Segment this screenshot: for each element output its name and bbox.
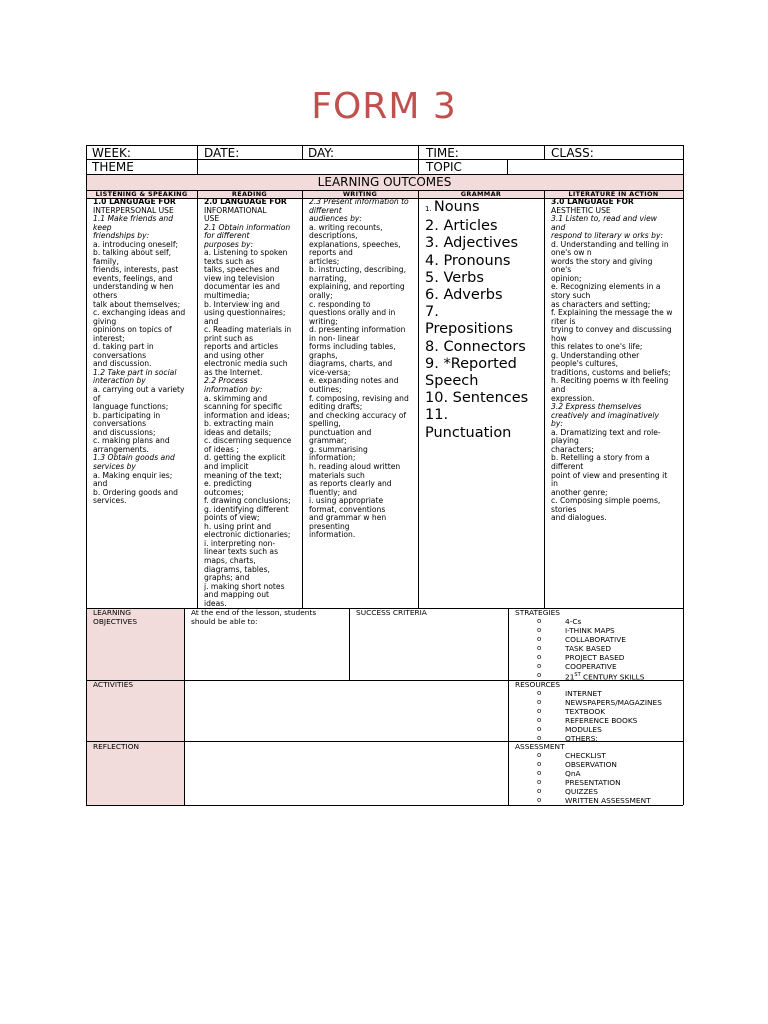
bullet-icon: o <box>537 707 542 715</box>
grammar-item: 10. Sentences <box>425 390 529 407</box>
outcome-line: fluently; and <box>309 487 357 497</box>
outcome-line: presenting <box>309 521 350 531</box>
outcome-line: g. summarising <box>309 444 368 454</box>
outcome-line: 3.0 LANGUAGE FOR <box>551 197 634 206</box>
outcome-line: conversations <box>93 419 147 429</box>
outcome-line: g. Understanding other <box>551 350 640 360</box>
strategies-label: STRATEGIES <box>515 608 560 617</box>
topic-label: TOPIC <box>426 160 462 174</box>
outcome-line: editing drafts; <box>309 402 363 412</box>
grid-line <box>197 159 198 174</box>
grid-line <box>544 145 545 159</box>
outcome-line: documentar ies and <box>204 282 280 292</box>
outcome-line: g. identifying different <box>204 504 289 514</box>
outcome-line: 3.1 Listen to, read and view <box>551 214 657 224</box>
outcome-line: INTERPERSONAL USE <box>93 205 174 215</box>
outcome-line: reports and <box>309 248 353 258</box>
grid-line <box>86 159 683 160</box>
bullet-icon: o <box>537 734 542 742</box>
grid-line <box>86 190 683 191</box>
bullet-icon: o <box>537 644 542 652</box>
outcome-line: 2.2 Process <box>204 376 248 386</box>
outcome-line: print such as <box>204 333 254 343</box>
outcome-line: 3.2 Express themselves <box>551 402 642 412</box>
outcome-line: for different <box>204 231 250 241</box>
outcome-line: and mapping out <box>204 590 269 600</box>
objectives-text-2: should be able to: <box>191 617 258 626</box>
outcome-line: d. presenting information <box>309 325 406 335</box>
outcome-line: people's cultures, <box>551 359 619 369</box>
outcome-line: c. Reading materials in <box>204 325 292 335</box>
grid-line <box>86 608 683 609</box>
outcome-line: electronic dictionaries; <box>204 530 291 540</box>
outcome-line: words the story and giving <box>551 256 653 266</box>
strategy-item: o COLLABORATIVE <box>537 635 626 644</box>
outcome-line: h. using print and <box>204 521 272 531</box>
grid-line <box>86 805 683 806</box>
resource-item: o NEWSPAPERS/MAGAZINES <box>537 698 662 707</box>
outcome-line: b. Ordering goods and <box>93 487 178 497</box>
outcome-line: materials such <box>309 470 365 480</box>
outcome-line: as the Internet. <box>204 367 263 377</box>
outcome-line: d. Understanding and telling in <box>551 239 669 249</box>
outcome-line: a. Making enquir ies; <box>93 470 173 480</box>
learning-outcomes-title: LEARNING OUTCOMES <box>317 175 452 189</box>
outcome-line: in non- linear <box>309 333 360 343</box>
outcome-line: 1.0 LANGUAGE FOR <box>93 197 176 206</box>
outcome-line: keep <box>93 222 112 232</box>
outcome-line: outlines; <box>309 385 342 395</box>
outcome-line: and <box>551 222 566 232</box>
grid-line <box>184 608 185 805</box>
column-header-reading: READING <box>231 190 268 198</box>
grid-line <box>302 190 303 608</box>
literature-outcomes <box>551 198 672 523</box>
outcome-line: information; <box>309 453 356 463</box>
assessment-label: ASSESSMENT <box>515 742 565 751</box>
bullet-icon: o <box>537 671 542 679</box>
outcome-line: points of view; <box>204 513 260 523</box>
outcome-line: services. <box>93 496 127 506</box>
resource-item: o OTHERS: <box>537 734 598 743</box>
strategies-list <box>537 617 644 681</box>
writing-outcomes <box>309 198 409 540</box>
outcome-line: questions orally and in <box>309 308 396 318</box>
grammar-item: 7. <box>425 304 439 321</box>
reflection-label: REFLECTION <box>93 742 140 751</box>
grammar-item: 9. *Reported <box>425 355 517 372</box>
resources-label: RESOURCES <box>515 680 561 689</box>
outcome-line: b. Retelling a story from a <box>551 453 650 463</box>
outcome-line: one's <box>551 265 572 275</box>
grid-line <box>508 608 509 805</box>
outcome-line: different <box>551 461 584 471</box>
outcome-line: a. skimming and <box>204 393 268 403</box>
outcome-line: information and ideas; <box>204 410 290 420</box>
outcome-line: vice-versa; <box>309 367 351 377</box>
outcome-line: talk about themselves; <box>93 299 181 309</box>
outcome-line: stories <box>551 504 577 514</box>
resource-item: o REFERENCE BOOKS <box>537 716 638 725</box>
outcome-line: forms including tables, <box>309 342 396 352</box>
outcome-line: b. instructing, describing, <box>309 265 406 275</box>
outcome-line: a. Dramatizing text and role- <box>551 427 661 437</box>
outcome-line: interest; <box>93 333 125 343</box>
grammar-item: 3. Adjectives <box>425 235 519 252</box>
grid-line <box>86 680 683 681</box>
objectives-label-1: LEARNING <box>93 608 131 617</box>
bullet-icon: o <box>537 769 542 777</box>
outcome-line: graphs; and <box>204 573 250 583</box>
outcome-line: b. Interview ing and <box>204 299 280 309</box>
outcome-line: view ing television <box>204 273 275 283</box>
outcome-line: format, conventions <box>309 504 386 514</box>
outcome-line: different <box>309 205 342 215</box>
outcome-line: conversations <box>93 350 147 360</box>
grid-line <box>544 190 545 608</box>
outcome-line: 2.0 LANGUAGE FOR <box>204 197 287 206</box>
outcome-line: texts such as <box>204 256 255 266</box>
outcome-line: f. drawing conclusions; <box>204 496 291 506</box>
outcome-line: ideas and details; <box>204 427 272 437</box>
outcome-line: reports and articles <box>204 342 279 352</box>
outcome-line: linear texts such as <box>204 547 279 557</box>
assessment-item: o WRITTEN ASSESSMENT <box>537 796 651 805</box>
strategy-item: o 21ST CENTURY SKILLS <box>537 671 645 682</box>
outcome-line: and discussions; <box>93 427 156 437</box>
bullet-icon: o <box>537 617 542 625</box>
outcome-line: as reports clearly and <box>309 479 392 489</box>
bullet-icon: o <box>537 751 542 759</box>
outcome-line: creatively and imaginatively <box>551 410 660 420</box>
listening-speaking-outcomes <box>93 198 185 506</box>
outcome-line: diagrams, tables, <box>204 564 270 574</box>
outcome-line: talks, speeches and <box>204 265 280 275</box>
activities-label: ACTIVITIES <box>93 680 134 689</box>
outcome-line: c. discerning sequence <box>204 436 292 446</box>
outcome-line: descriptions, <box>309 231 358 241</box>
grammar-item: 1. Nouns <box>425 199 480 215</box>
week-label: WEEK: <box>92 146 131 160</box>
grid-line <box>302 145 303 159</box>
page-title: FORM 3 <box>311 86 457 127</box>
date-label: DATE: <box>204 146 240 160</box>
outcome-line: understanding w hen <box>93 282 174 292</box>
outcome-line: 1.1 Make friends and <box>93 214 174 224</box>
outcome-line: and checking accuracy of <box>309 410 407 420</box>
outcome-line: j. making short notes <box>204 581 285 591</box>
strategy-item: o I-THINK MAPS <box>537 626 615 635</box>
strategy-item: o COOPERATIVE <box>537 662 617 671</box>
grid-line <box>86 741 683 742</box>
outcome-line: as characters and setting; <box>551 299 651 309</box>
resource-item: o INTERNET <box>537 689 602 698</box>
outcome-line: ideas. <box>204 598 227 608</box>
bullet-icon: o <box>537 796 542 804</box>
outcome-line: this relates to one's life; <box>551 342 643 352</box>
outcome-line: and implicit <box>204 461 249 471</box>
outcome-line: punctuation and <box>309 427 372 437</box>
outcome-line: meaning of the text; <box>204 470 282 480</box>
outcome-line: outcomes; <box>204 487 244 497</box>
outcome-line: giving <box>93 316 117 326</box>
outcome-line: one's ow n <box>551 248 592 258</box>
outcome-line: maps, charts, <box>204 555 256 565</box>
grammar-item: Punctuation <box>425 424 512 441</box>
outcome-line: others <box>93 291 118 301</box>
outcome-line: e. expanding notes and <box>309 376 399 386</box>
strategy-item: o 4-Cs <box>537 617 582 626</box>
grammar-item: Speech <box>425 373 479 390</box>
outcome-line: h. Reciting poems w ith feeling <box>551 376 669 386</box>
strategy-item: o TASK BASED <box>537 644 612 653</box>
bullet-icon: o <box>537 787 542 795</box>
outcome-line: another genre; <box>551 487 608 497</box>
outcome-line: e. Recognizing elements in a <box>551 282 661 292</box>
outcome-line: interaction by <box>93 376 146 386</box>
success-criteria-label: SUCCESS CRITERIA <box>356 608 427 617</box>
outcome-line: e. predicting <box>204 479 252 489</box>
reading-outcomes <box>204 198 291 608</box>
outcome-line: and dialogues. <box>551 513 607 523</box>
outcome-line: d. taking part in <box>93 342 154 352</box>
outcome-line: how <box>551 333 567 343</box>
outcome-line: f. Explaining the message the w <box>551 308 673 318</box>
grid-line <box>86 174 683 175</box>
outcome-line: a. carrying out a variety <box>93 385 185 395</box>
outcome-line: arrangements. <box>93 444 149 454</box>
bullet-icon: o <box>537 725 542 733</box>
outcome-line: c. Composing simple poems, <box>551 496 661 506</box>
outcome-line: trying to convey and discussing <box>551 325 672 335</box>
grid-line <box>418 145 419 174</box>
outcome-line: AESTHETIC USE <box>551 205 611 215</box>
outcome-line: of ideas ; <box>204 444 239 454</box>
outcome-line: opinion; <box>551 273 582 283</box>
class-label: CLASS: <box>551 146 594 160</box>
outcome-line: of <box>93 393 101 403</box>
outcome-line: scanning for specific <box>204 402 283 412</box>
outcome-line: and grammar w hen <box>309 513 387 523</box>
outcome-line: language functions; <box>93 402 169 412</box>
outcome-line: c. exchanging ideas and <box>93 308 186 318</box>
outcome-line: purposes by: <box>204 239 254 249</box>
grammar-item: 8. Connectors <box>425 338 526 355</box>
outcome-line: writing; <box>309 316 338 326</box>
outcome-line: information by: <box>204 385 263 395</box>
activities-label-cell <box>86 680 184 741</box>
outcome-line: playing <box>551 436 579 446</box>
bullet-icon: o <box>537 662 542 670</box>
outcome-line: INFORMATIONAL <box>204 205 267 215</box>
outcome-line: point of view and presenting it <box>551 470 668 480</box>
grid-line <box>683 145 684 805</box>
grammar-item: 2. Articles <box>425 218 498 235</box>
outcome-line: using questionnaires; <box>204 308 286 318</box>
column-header-writing: WRITING <box>342 190 378 198</box>
outcome-line: a. introducing oneself; <box>93 239 179 249</box>
strategy-item: o PROJECT BASED <box>537 653 625 662</box>
column-header-grammar: GRAMMAR <box>460 190 502 198</box>
bullet-icon: o <box>537 653 542 661</box>
bullet-icon: o <box>537 716 542 724</box>
outcome-line: traditions, customs and beliefs; <box>551 367 671 377</box>
grid-line <box>349 608 350 680</box>
outcome-line: i. using appropriate <box>309 496 384 506</box>
bullet-icon: o <box>537 778 542 786</box>
outcome-line: friendships by: <box>93 231 150 241</box>
grammar-item: 4. Pronouns <box>425 252 511 269</box>
grid-line <box>86 198 683 199</box>
outcome-line: b. extracting main <box>204 419 274 429</box>
outcome-line: articles; <box>309 256 340 266</box>
outcome-line: orally; <box>309 291 333 301</box>
outcome-line: services by <box>93 461 136 471</box>
outcome-line: riter is <box>551 316 576 326</box>
assessment-item: o QnA <box>537 769 581 778</box>
outcome-line: multimedia; <box>204 291 250 301</box>
time-label: TIME: <box>426 146 459 160</box>
grid-line <box>418 190 419 608</box>
outcome-line: a. Listening to spoken <box>204 248 288 258</box>
outcome-line: 2.1 Obtain information <box>204 222 291 232</box>
outcome-line: graphs, <box>309 350 338 360</box>
outcome-line: 2.3 Present information to <box>309 197 409 206</box>
objectives-label-2: OBJECTIVES <box>93 617 138 626</box>
assessment-item: o QUIZZES <box>537 787 598 796</box>
outcome-line: i. interpreting non- <box>204 538 276 548</box>
grammar-item: 11. <box>425 407 449 424</box>
grammar-item: 6. Adverbs <box>425 287 503 304</box>
objectives-text-1: At the end of the lesson, students <box>191 608 317 617</box>
outcome-line: c. making plans and <box>93 436 170 446</box>
outcome-line: 1.2 Take part in social <box>93 367 177 377</box>
outcome-line: friends, interests, past <box>93 265 179 275</box>
grammar-item: Prepositions <box>425 321 514 338</box>
outcome-line: f. composing, revising and <box>309 393 409 403</box>
grammar-item: 5. Verbs <box>425 269 484 286</box>
resources-list <box>537 689 662 743</box>
outcome-line: events, feelings, and <box>93 273 173 283</box>
outcome-line: narrating, <box>309 273 347 283</box>
resource-item: o TEXTBOOK <box>537 707 606 716</box>
outcome-line: grammar; <box>309 436 347 446</box>
day-label: DAY: <box>308 146 335 160</box>
bullet-icon: o <box>537 698 542 706</box>
bullet-icon: o <box>537 626 542 634</box>
grid-line <box>507 159 508 174</box>
assessment-list <box>537 751 651 805</box>
outcome-line: spelling, <box>309 419 341 429</box>
theme-label: THEME <box>92 160 134 174</box>
outcome-line: diagrams, charts, and <box>309 359 393 369</box>
grid-line <box>86 145 87 805</box>
outcome-line: electronic media such <box>204 359 288 369</box>
outcome-line: and discussion. <box>93 359 152 369</box>
outcome-line: in <box>551 479 558 489</box>
bullet-icon: o <box>537 689 542 697</box>
outcome-line: respond to literary w orks by: <box>551 231 664 241</box>
column-header-listening: LISTENING & SPEAKING <box>95 190 188 198</box>
outcome-line: explanations, speeches, <box>309 239 401 249</box>
outcome-line: and <box>93 479 108 489</box>
outcome-line: b. talking about self, <box>93 248 172 258</box>
outcome-line: opinions on topics of <box>93 325 172 335</box>
column-header-literature: LITERATURE IN ACTION <box>568 190 659 198</box>
outcome-line: 1.3 Obtain goods and <box>93 453 175 463</box>
outcome-line: story such <box>551 291 591 301</box>
resource-item: o MODULES <box>537 725 602 734</box>
outcome-line: audiences by: <box>309 214 362 224</box>
assessment-item: o OBSERVATION <box>537 760 617 769</box>
assessment-item: o PRESENTATION <box>537 778 621 787</box>
outcome-line: USE <box>204 214 220 224</box>
bullet-icon: o <box>537 760 542 768</box>
grid-line <box>86 145 683 146</box>
outcome-line: and <box>204 316 219 326</box>
outcome-line: by: <box>551 419 563 429</box>
assessment-item: o CHECKLIST <box>537 751 606 760</box>
grammar-outcomes <box>425 199 528 442</box>
outcome-line: a. writing recounts, <box>309 222 383 232</box>
outcome-line: characters; <box>551 444 594 454</box>
outcome-line: h. reading aloud written <box>309 461 401 471</box>
outcome-line: b. participating in <box>93 410 161 420</box>
grid-line <box>197 190 198 608</box>
outcome-line: information. <box>309 530 356 540</box>
outcome-line: family, <box>93 256 119 266</box>
outcome-line: c. responding to <box>309 299 371 309</box>
outcome-line: d. getting the explicit <box>204 453 286 463</box>
outcome-line: explaining, and reporting <box>309 282 405 292</box>
outcome-line: expression. <box>551 393 595 403</box>
grid-line <box>197 145 198 159</box>
bullet-icon: o <box>537 635 542 643</box>
outcome-line: and <box>551 385 566 395</box>
outcome-line: and using other <box>204 350 264 360</box>
